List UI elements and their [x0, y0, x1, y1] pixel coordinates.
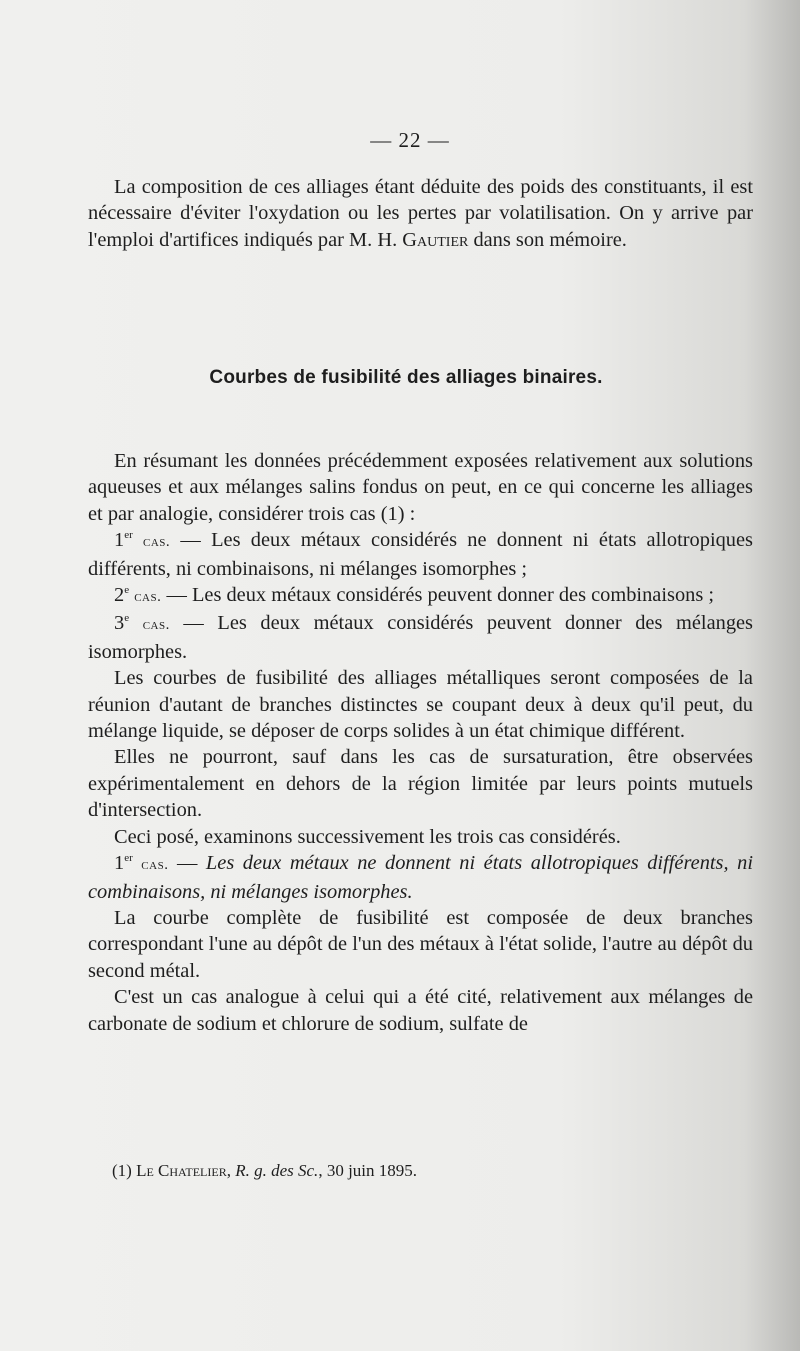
case-3-item: [88, 610, 753, 665]
case-1-label: cas.: [143, 534, 171, 551]
paragraph-examine: Ceci posé, examinons successivement les trois cas considérés.: [114, 825, 621, 848]
case-1-number: 1: [114, 529, 125, 552]
footnote-author: Le Chatelier: [136, 1161, 227, 1180]
case-3-number: 3: [114, 612, 125, 635]
case-2-text: — Les deux métaux considérés peuvent donner des combinaisons ;: [161, 584, 715, 607]
case-1-item: [88, 527, 753, 582]
footnote-separator: ,: [226, 1161, 236, 1180]
case-1-ordinal: er: [124, 529, 133, 542]
intro-text-main: La composition de ces alliages étant déduite des poids des constituants, il est nécessaire d'éviter l'oxydation ou les pertes par volatilisation. On y arrive par l'emploi d'artifices indiqués par M. H.: [88, 176, 753, 251]
case-2-ordinal: e: [124, 584, 130, 597]
intro-text-end: dans son mémoire.: [468, 228, 627, 251]
case-2-number: 2: [114, 584, 125, 607]
paragraph-summary: En résumant les données précédemment exposées relativement aux solutions aqueuses et aux mélanges salins fondus on peut, en ce qui concerne les alliages et par analogie, considérer trois cas (1) :: [88, 450, 753, 525]
section-heading: Courbes de fusibilité des alliages binaires.: [209, 367, 603, 388]
footnote-journal: R. g. des Sc.: [235, 1161, 319, 1180]
case-3-ordinal: e: [124, 612, 130, 625]
footnote-marker: (1): [112, 1161, 137, 1180]
paragraph-analogous-case: C'est un cas analogue à celui qui a été cité, relativement aux mélanges de carbonate de sodium et chlorure de sodium, sulfate de: [88, 986, 753, 1035]
case-3-label: cas.: [142, 617, 170, 634]
case-1b-ordinal: er: [124, 852, 133, 865]
footnote: [112, 1161, 752, 1181]
case-1-heading: 1er cas. — Les deux métaux ne donnent ni états allotropiques différents, ni combinaisons, ni mélanges isomorphes.: [88, 852, 753, 903]
intro-paragraph: [88, 174, 753, 253]
paragraph-curves: Les courbes de fusibilité des alliages métalliques seront composées de la réunion d'autant de branches distinctes se coupant deux à deux qu'il peut, du mélange liquide, se déposer de corps solides à un état chimique différent.: [88, 667, 753, 743]
case-2-label: cas.: [134, 589, 162, 606]
paragraph-complete-curve: La courbe complète de fusibilité est composée de deux branches correspondant l'une au dépôt de l'un des métaux à l'état solide, l'autre au dépôt du second métal.: [88, 906, 753, 982]
footnote-date: , 30 juin 1895.: [318, 1161, 418, 1180]
case-3-text: — Les deux métaux considérés peuvent donner des mélanges isomorphes.: [88, 612, 753, 663]
case-1b-label: cas.: [141, 857, 169, 874]
case-1-text: — Les deux métaux considérés ne donnent ni états allotropiques différents, ni combinaisons, ni mélanges isomorphes ;: [88, 529, 753, 580]
case-2-item: [88, 582, 753, 610]
case-1b-italic-text: Les deux métaux ne donnent ni états allotropiques différents, ni combinaisons, ni mélanges isomorphes.: [88, 852, 753, 903]
intro-text: [88, 174, 753, 253]
intro-author: Gautier: [402, 228, 469, 251]
main-body: [88, 448, 753, 1037]
paragraph-observation: Elles ne pourront, sauf dans les cas de sursaturation, être observées expérimentalement en dehors de la région limitée par leurs points mutuels d'intersection.: [88, 746, 753, 822]
page-number: — 22 —: [370, 128, 450, 152]
case-1b-number: 1: [114, 852, 125, 875]
